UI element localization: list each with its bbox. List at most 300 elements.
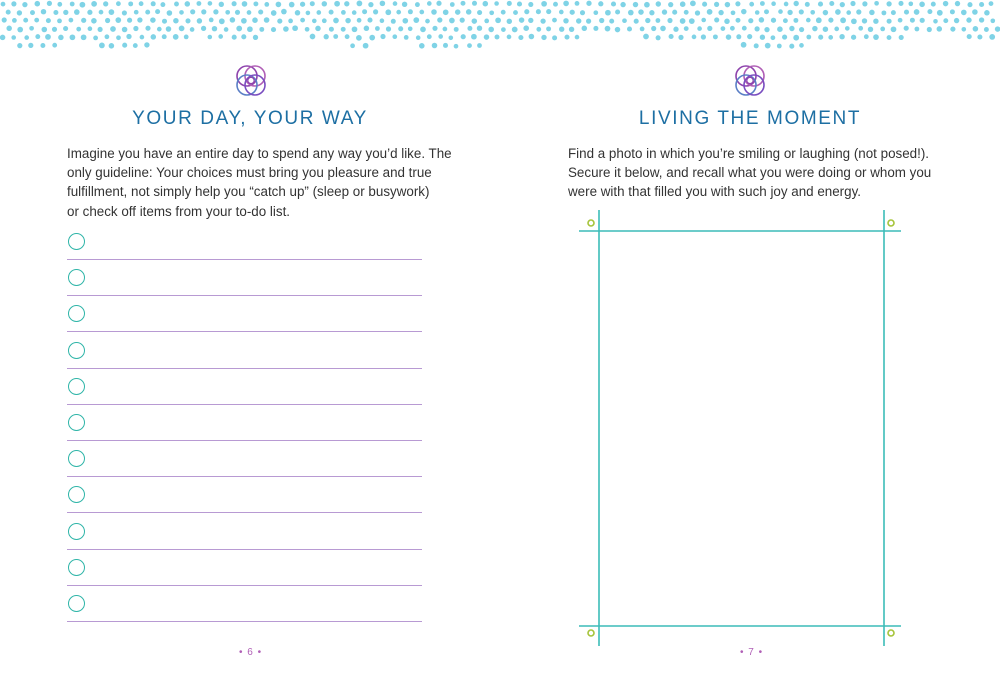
border-dot: [891, 10, 896, 15]
border-dot: [241, 18, 247, 24]
border-dot: [799, 27, 804, 32]
border-dot: [322, 1, 327, 6]
border-dot: [927, 9, 932, 14]
intro-line: Secure it below, and recall what you were doing or whom you: [568, 165, 932, 181]
border-dot: [173, 34, 179, 40]
border-dot: [760, 1, 765, 6]
checklist-item[interactable]: [67, 414, 422, 450]
border-dot: [673, 27, 678, 32]
border-dot: [219, 18, 225, 24]
writing-line[interactable]: [67, 404, 422, 405]
border-dot: [563, 18, 568, 23]
border-dot: [443, 27, 448, 32]
border-dot: [201, 9, 206, 14]
border-dot: [431, 9, 437, 15]
corner-dot-icon: [888, 220, 894, 226]
border-dot: [292, 25, 298, 31]
border-dot: [373, 9, 378, 14]
border-dot: [208, 1, 213, 6]
circle-checkbox-icon[interactable]: [68, 559, 85, 576]
border-dot: [11, 1, 16, 6]
border-dot: [858, 26, 863, 31]
border-dot: [937, 10, 943, 16]
border-dot: [886, 1, 891, 6]
border-dot: [310, 1, 315, 6]
border-dot: [341, 10, 346, 15]
border-dot: [70, 2, 75, 7]
border-dot: [793, 35, 799, 41]
border-dot: [805, 2, 810, 7]
border-dot: [680, 1, 686, 7]
border-dot: [741, 9, 747, 15]
border-dot: [151, 1, 156, 6]
border-dot: [627, 26, 632, 31]
border-dot: [35, 1, 41, 7]
border-dot: [628, 10, 634, 16]
border-dot: [167, 10, 173, 16]
circle-checkbox-icon[interactable]: [68, 595, 85, 612]
border-dot: [559, 27, 564, 32]
border-dot: [713, 34, 718, 39]
border-dot: [563, 1, 569, 7]
border-dot: [467, 43, 472, 48]
border-dot: [881, 10, 886, 15]
border-dot: [310, 34, 316, 40]
border-dot: [427, 1, 432, 6]
border-dot: [93, 35, 98, 40]
border-dot: [472, 1, 477, 6]
border-dot: [392, 34, 397, 39]
border-dot: [283, 26, 289, 32]
border-dot: [29, 26, 34, 31]
border-dot: [162, 34, 167, 39]
border-dot: [690, 1, 696, 7]
border-dot: [570, 10, 575, 15]
border-dot: [281, 9, 287, 15]
border-dot: [185, 1, 191, 7]
border-dot: [197, 18, 202, 23]
circle-checkbox-icon[interactable]: [68, 342, 85, 359]
border-dot: [754, 26, 759, 31]
border-dot: [501, 10, 506, 15]
border-dot: [322, 18, 327, 23]
border-dot: [449, 36, 454, 41]
border-dot: [552, 18, 557, 23]
border-dot: [443, 43, 448, 48]
photo-frame[interactable]: [575, 208, 905, 648]
border-dot: [271, 10, 277, 16]
border-dot: [569, 27, 574, 32]
border-dot: [341, 27, 346, 32]
border-dot: [58, 35, 64, 41]
border-dot: [943, 1, 948, 6]
border-dot: [391, 19, 396, 24]
border-dot: [145, 10, 150, 15]
border-dot: [507, 19, 512, 24]
border-dot: [179, 10, 184, 15]
border-dot: [63, 10, 68, 15]
border-dot: [633, 2, 638, 7]
border-dot: [553, 2, 558, 7]
border-dot: [23, 18, 28, 23]
border-dot: [362, 9, 367, 14]
border-dot: [324, 34, 329, 39]
border-dot: [810, 10, 815, 15]
intro-line: Find a photo in which you’re smiling or laughing (not posed!).: [568, 146, 930, 161]
border-dot: [735, 1, 740, 6]
border-dot: [979, 17, 984, 22]
border-dot: [793, 18, 798, 23]
border-dot: [41, 9, 46, 14]
border-dot: [12, 18, 17, 23]
border-dot: [748, 18, 753, 23]
border-dot: [225, 10, 230, 15]
border-dot: [219, 2, 224, 7]
border-dot: [356, 35, 362, 41]
page-number: • 6 •: [239, 647, 263, 658]
border-dot: [333, 18, 339, 24]
border-dot: [702, 2, 707, 7]
border-dot: [887, 35, 892, 40]
circle-checkbox-icon[interactable]: [68, 378, 85, 395]
checklist-item[interactable]: [67, 523, 422, 559]
circle-checkbox-icon[interactable]: [68, 305, 85, 322]
circle-checkbox-icon[interactable]: [68, 233, 85, 250]
border-dot: [615, 27, 621, 33]
border-dot: [954, 18, 959, 23]
border-dot: [611, 1, 616, 6]
interlocking-circles-icon: [728, 59, 772, 103]
border-dot: [898, 18, 903, 23]
border-dot: [185, 18, 190, 23]
circle-checkbox-icon[interactable]: [68, 269, 85, 286]
border-dot: [523, 25, 529, 31]
border-dot: [151, 34, 157, 40]
border-dot: [115, 17, 121, 23]
border-dot: [128, 1, 133, 6]
border-dot: [961, 27, 966, 32]
border-dot: [973, 26, 979, 32]
border-dot: [862, 18, 867, 23]
border-dot: [184, 35, 189, 40]
border-dot: [454, 44, 459, 49]
border-dot: [967, 34, 972, 39]
border-dot: [806, 35, 811, 40]
border-dot: [656, 1, 661, 6]
border-dot: [364, 26, 370, 32]
border-dot: [851, 35, 856, 40]
border-dot: [828, 35, 833, 40]
border-dot: [887, 19, 892, 24]
writing-line[interactable]: [67, 331, 422, 332]
writing-line[interactable]: [67, 585, 422, 586]
border-dot: [81, 34, 87, 40]
border-dot: [450, 2, 455, 7]
border-dot: [201, 26, 206, 31]
border-dot: [472, 18, 478, 24]
border-dot: [133, 43, 138, 48]
border-dot: [232, 1, 237, 6]
circle-checkbox-icon[interactable]: [68, 523, 85, 540]
border-dot: [396, 10, 401, 15]
border-dot: [749, 2, 754, 7]
border-dot: [850, 1, 855, 6]
border-dot: [640, 27, 645, 32]
border-dot: [575, 1, 580, 6]
border-dot: [2, 17, 7, 22]
border-dot: [74, 9, 80, 15]
border-dot: [91, 18, 97, 24]
border-dot: [736, 18, 741, 23]
border-dot: [605, 26, 611, 32]
border-dot: [329, 10, 334, 15]
border-dot: [513, 10, 518, 15]
border-dot: [845, 26, 850, 31]
border-dot: [316, 10, 321, 15]
border-dot: [645, 18, 650, 23]
border-dot: [357, 18, 362, 23]
checklist-item[interactable]: [67, 233, 422, 269]
border-dot: [989, 34, 995, 40]
circle-checkbox-icon[interactable]: [68, 414, 85, 431]
writing-line[interactable]: [67, 259, 422, 260]
border-dot: [264, 17, 270, 23]
border-dot: [28, 43, 33, 48]
border-dot: [914, 27, 919, 32]
border-dot: [160, 2, 165, 7]
border-dot: [277, 19, 282, 24]
border-dot: [224, 27, 229, 32]
border-dot: [862, 1, 867, 6]
checklist-item[interactable]: [67, 595, 422, 631]
border-dot: [363, 43, 369, 49]
writing-line[interactable]: [67, 368, 422, 369]
border-dot: [30, 10, 35, 15]
border-dot: [643, 34, 649, 40]
checklist-item[interactable]: [67, 378, 422, 414]
border-dot: [834, 27, 839, 32]
corner-dot-icon: [588, 220, 594, 226]
border-dot: [6, 10, 11, 15]
border-dot: [678, 35, 683, 40]
border-dot: [726, 34, 731, 39]
border-dot: [680, 18, 686, 24]
circle-checkbox-icon[interactable]: [68, 486, 85, 503]
border-dot: [63, 26, 68, 31]
circle-checkbox-icon[interactable]: [68, 450, 85, 467]
border-dot: [512, 27, 518, 33]
border-dot: [984, 27, 989, 32]
border-dot: [47, 1, 52, 6]
border-dot: [669, 34, 674, 39]
border-dot: [253, 1, 258, 6]
checklist-item[interactable]: [67, 450, 422, 486]
border-dot: [759, 17, 765, 23]
border-dot: [989, 1, 994, 6]
checklist-item[interactable]: [67, 559, 422, 595]
interlocking-circles-icon: [229, 59, 273, 103]
border-dot: [315, 26, 321, 32]
border-dot: [139, 1, 144, 6]
border-dot: [840, 17, 846, 23]
writing-line[interactable]: [67, 295, 422, 296]
border-dot: [443, 9, 449, 15]
checklist-item[interactable]: [67, 342, 422, 378]
border-dot: [344, 1, 349, 6]
border-dot: [899, 35, 904, 40]
border-dot: [787, 10, 792, 15]
border-dot: [109, 9, 115, 15]
border-dot: [501, 27, 506, 32]
border-dot: [524, 9, 529, 14]
border-dot: [828, 18, 833, 23]
border-dot: [289, 2, 295, 8]
border-dot: [782, 35, 787, 40]
border-dot: [672, 10, 677, 15]
border-dot: [166, 26, 172, 32]
border-dot: [990, 18, 995, 23]
border-dot: [380, 18, 385, 23]
border-dot: [333, 34, 338, 39]
border-dot: [11, 35, 16, 40]
writing-line[interactable]: [67, 621, 422, 622]
border-dot: [919, 1, 925, 7]
checklist-item[interactable]: [67, 269, 422, 305]
border-dot: [137, 17, 142, 22]
border-dot: [707, 9, 713, 15]
border-dot: [140, 35, 145, 40]
border-dot: [754, 43, 759, 48]
border-dot: [208, 35, 213, 40]
border-dot: [380, 34, 385, 39]
border-dot: [718, 10, 723, 15]
border-dot: [116, 1, 121, 6]
border-dot: [91, 1, 97, 7]
border-dot: [122, 10, 127, 15]
border-dot: [345, 34, 350, 39]
border-dot: [461, 1, 466, 6]
border-dot: [1, 2, 6, 7]
border-dot: [979, 2, 984, 7]
border-dot: [869, 10, 875, 16]
border-dot: [873, 18, 878, 23]
border-dot: [105, 34, 110, 39]
border-dot: [689, 18, 695, 24]
border-dot: [69, 18, 74, 23]
border-dot: [868, 27, 873, 32]
border-dot: [730, 26, 735, 31]
border-dot: [380, 1, 386, 7]
border-dot: [385, 9, 391, 15]
border-dot: [789, 26, 794, 31]
border-dot: [517, 1, 522, 6]
border-dot: [586, 1, 591, 6]
border-dot: [914, 9, 920, 15]
border-dot: [22, 2, 27, 7]
border-dot: [105, 18, 110, 23]
border-dot: [345, 18, 351, 24]
border-dot: [419, 10, 424, 15]
border-dot: [300, 2, 305, 7]
border-dot: [466, 9, 472, 15]
border-dot: [529, 34, 535, 40]
border-dot: [415, 2, 420, 7]
border-dot: [599, 18, 604, 23]
border-dot: [910, 18, 915, 23]
border-dot: [190, 9, 195, 14]
border-dot: [300, 18, 305, 23]
border-dot: [461, 34, 466, 39]
border-dot: [213, 9, 218, 14]
border-dot: [404, 35, 409, 40]
border-dot: [984, 10, 990, 16]
border-dot: [856, 9, 861, 14]
border-dot: [933, 19, 938, 24]
border-dot: [891, 26, 897, 32]
border-dot: [116, 35, 121, 40]
border-dot: [622, 18, 627, 23]
intro-text: [67, 144, 452, 221]
border-dot: [420, 27, 426, 33]
border-dot: [122, 27, 128, 33]
border-dot: [714, 2, 719, 7]
border-dot: [771, 1, 776, 6]
border-dot: [173, 18, 179, 24]
border-dot: [541, 35, 546, 40]
border-dot: [920, 18, 925, 23]
corner-dot-icon: [888, 630, 894, 636]
border-dot: [864, 34, 869, 39]
border-dot: [305, 27, 310, 32]
writing-line[interactable]: [67, 476, 422, 477]
border-dot: [209, 18, 214, 23]
border-dot: [367, 18, 372, 23]
border-dot: [961, 10, 967, 16]
border-dot: [190, 27, 195, 32]
border-dot: [778, 9, 783, 14]
border-dot: [76, 27, 81, 32]
border-dot: [127, 18, 132, 23]
border-dot: [950, 9, 955, 14]
border-dot: [103, 1, 108, 6]
writing-line[interactable]: [67, 440, 422, 441]
border-dot: [408, 26, 413, 31]
border-dot: [541, 1, 547, 7]
border-dot: [253, 35, 258, 40]
border-dot: [427, 34, 432, 39]
writing-line[interactable]: [67, 512, 422, 513]
checklist-item[interactable]: [67, 305, 422, 341]
border-dot: [564, 35, 569, 40]
border-dot: [874, 1, 879, 6]
border-dot: [582, 26, 588, 32]
border-dot: [236, 26, 242, 32]
border-dot: [609, 19, 614, 24]
border-dot: [598, 1, 603, 6]
border-dot: [812, 26, 817, 31]
border-dot: [477, 10, 482, 15]
border-dot: [656, 35, 661, 40]
border-dot: [247, 26, 253, 32]
border-dot: [288, 19, 293, 24]
checklist-item[interactable]: [67, 486, 422, 522]
border-dot: [656, 18, 661, 23]
border-dot: [264, 2, 269, 7]
writing-line[interactable]: [67, 549, 422, 550]
border-dot: [823, 26, 829, 32]
page-title: YOUR DAY, YOUR WAY: [132, 108, 368, 129]
intro-line: Imagine you have an entire day to spend any way you’d like. The: [67, 146, 452, 161]
